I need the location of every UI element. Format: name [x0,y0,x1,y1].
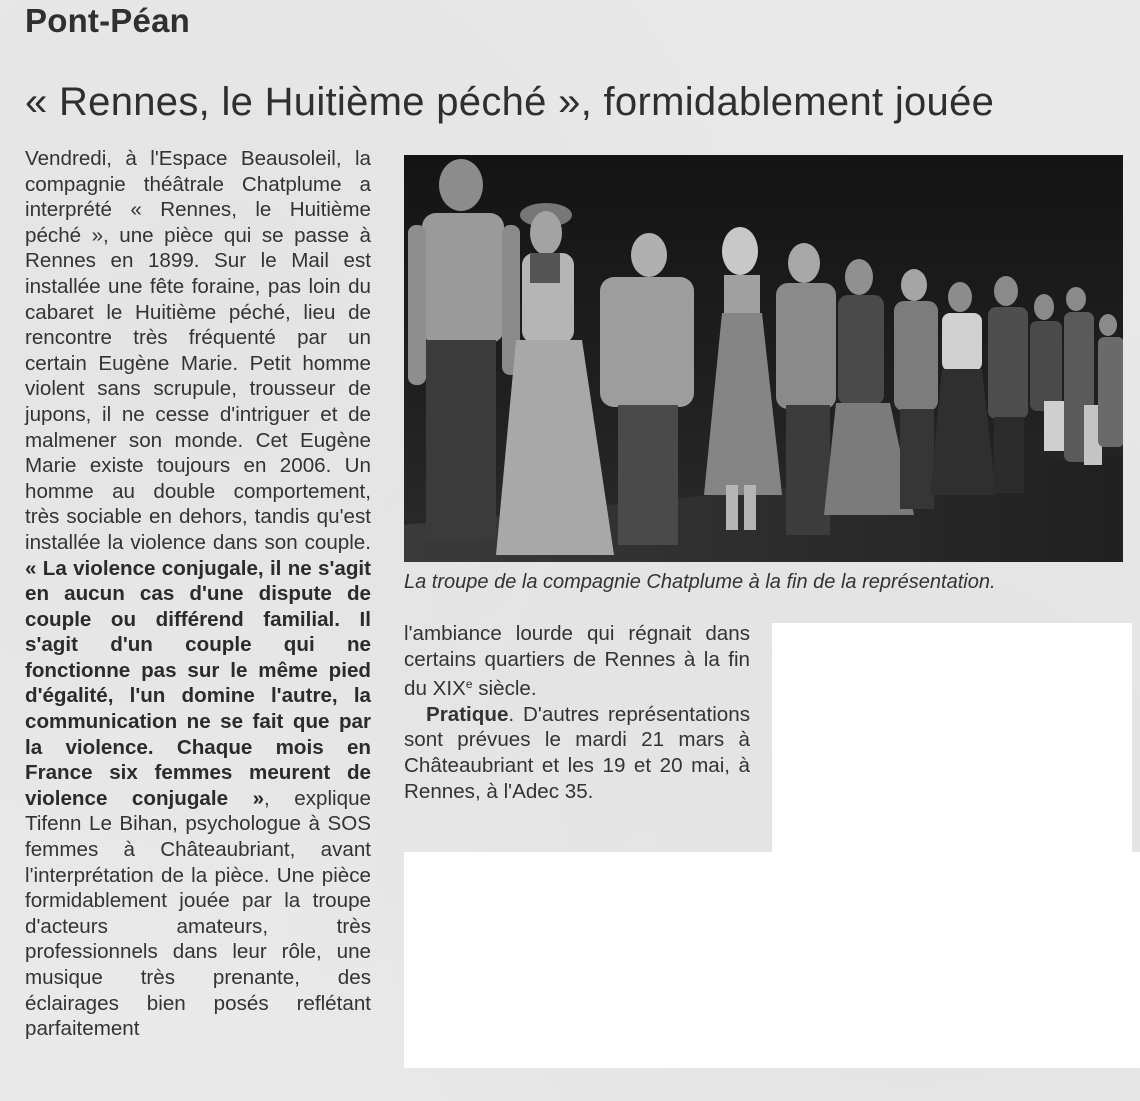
photo-caption: La troupe de la compagnie Chatplume à la fin de la représentation. [404,571,996,593]
article-attribution-text: , explique Tifenn Le Bihan, psychologue à SOS femmes à Châteaubriant, avant l'interprétation de la pièce. Une pièce formidablement jouée par la troupe d'acteurs amateurs, très professionnels dans leur rôle, une musique très prenante, des éclairages bien posés reflétant parfaitement [25,786,371,1041]
pratique-text: . D'autres représentations sont prévues le mardi 21 mars à Châteaubriant et les 19 et 20 mai, à Rennes, à l'Adec 35. [404,702,750,803]
article-continued-end: siècle. [472,677,537,701]
century-superscript: e [465,677,473,692]
performer-figure [988,276,1028,493]
pratique-label: Pratique [426,702,509,726]
article-headline: « Rennes, le Huitième péché », formidablement jouée [25,80,995,124]
troupe-photo [404,155,1123,562]
article-continued-text: l'ambiance lourde qui régnait dans certains quartiers de Rennes à la fin du XIX [404,622,750,701]
rubric-title: Pont-Péan [25,2,190,39]
troupe-photo-image [404,155,1123,562]
article-body-paragraph [25,146,371,1042]
article-column-left [25,146,371,1042]
article-quote: « La violence conjugale, il ne s'agit en aucun cas d'une dispute de couple ou différend familial. Il s'agit d'un couple qui ne fonctionne pas sur le même pied d'égalité, l'un domine l'autre, la communication ne se fait que par la violence. Chaque mois en France six femmes meurent de violence conjugale » [25,556,371,810]
blank-area [772,623,1132,863]
blank-area-lower [404,852,1140,1068]
article-column-right [404,621,750,804]
article-intro-text: Vendredi, à l'Espace Beausoleil, la compagnie théâtrale Chatplume a interprété « Rennes, le Huitième péché », une pièce qui se passe à Rennes en 1899. Sur le Mail est installée une fête foraine, pas loin du cabaret le Huitième péché, lieu de rencontre très fréquenté par un certain Eugène Marie. Petit homme violent sans scrupule, trousseur de jupons, il ne cesse d'intriguer et de malmener son monde. Cet Eugène Marie existe toujours en 2006. Un homme au double comportement, très sociable en dehors, tandis qu'est installée la violence dans son couple. [25,147,371,554]
pratique-paragraph [404,702,750,804]
article-continuation [404,621,750,702]
performer-figure [894,269,938,509]
